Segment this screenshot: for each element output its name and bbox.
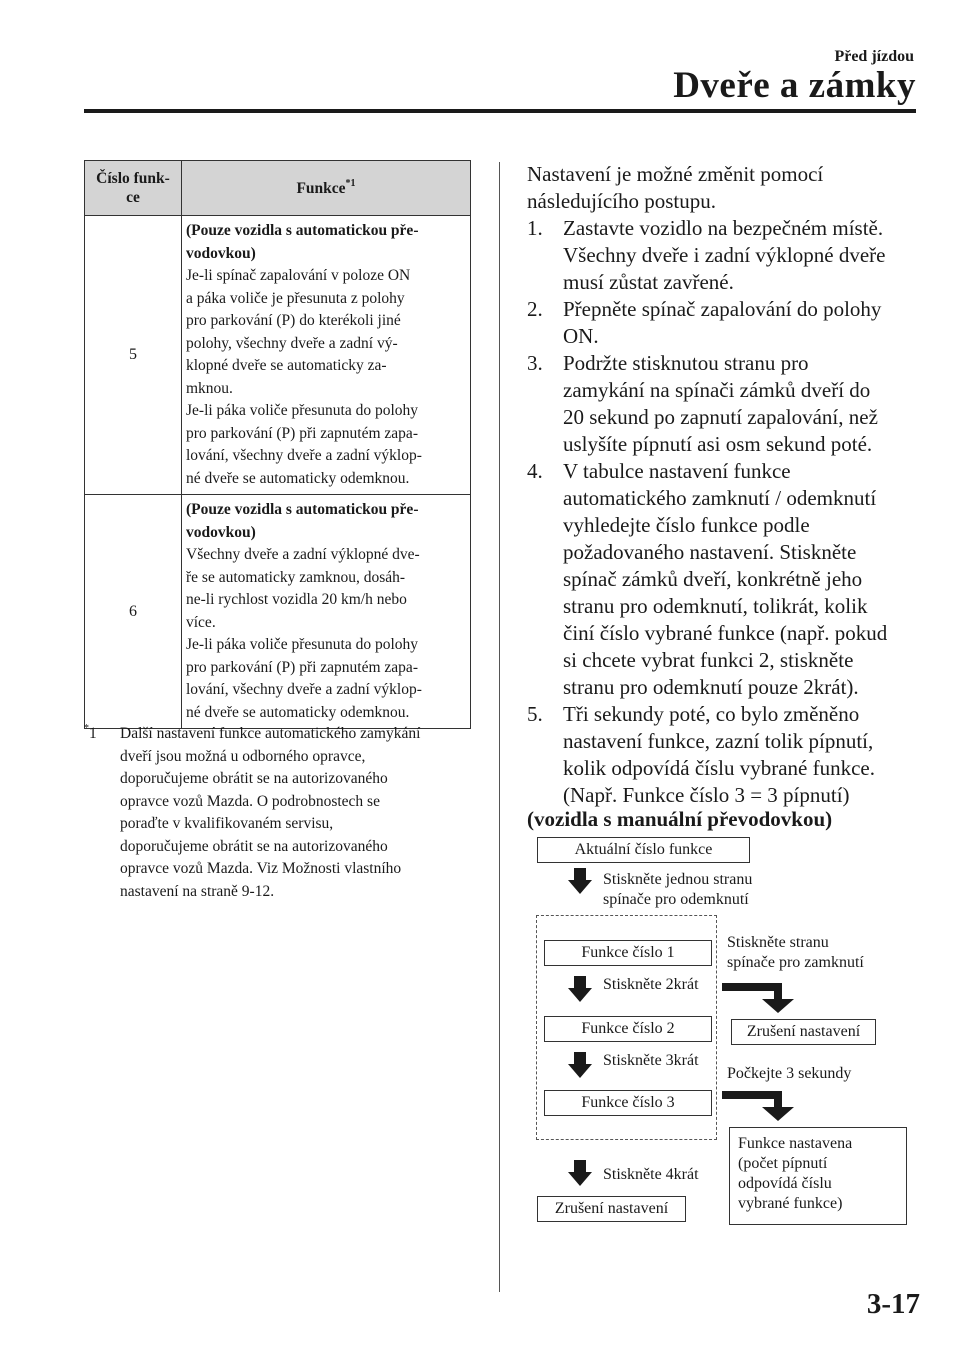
press-once-line: Stiskněte jednou stranu (603, 871, 753, 888)
section-label: Před jízdou (834, 48, 914, 65)
description-line: lování, všechny dveře a zadní výklop- (186, 681, 422, 698)
bent-arrow-icon (722, 1087, 802, 1123)
footnote-line: opravce vozů Mazda. Viz Možnosti vlastního (120, 860, 402, 877)
step-number: 4. (527, 459, 543, 483)
footnote-text (120, 723, 474, 903)
function-header-label: Funkce (296, 179, 346, 197)
step-line: kolik odpovídá číslu vybrané funkce. (563, 756, 876, 780)
step-line: V tabulce nastavení funkce (563, 459, 791, 483)
step-line: nastavení funkce, zazní tolik pípnutí, (563, 729, 874, 753)
intro-line: Nastavení je možné změnit pomocí (527, 162, 824, 186)
description-line: a páka voliče je přesunuta z polohy (186, 289, 405, 307)
down-arrow-icon (566, 1052, 600, 1080)
step-text (563, 350, 878, 458)
footnote-line: opravce vozů Mazda. O podrobnostech se (120, 792, 380, 810)
function-3-box: Funkce číslo 3 (544, 1090, 712, 1116)
step-line: spínač zámků dveří, konkrétně jeho (563, 567, 863, 591)
description-title: (Pouze vozidla s automatickou pře- (186, 501, 419, 518)
description-line: né dveře se automaticky odemknou. (186, 703, 410, 721)
header-rule (84, 109, 916, 113)
press-once-label (603, 870, 752, 910)
footnote-mark (84, 723, 97, 746)
step-line: zamykání na spínači zámků dveří do (563, 378, 871, 402)
description-line: ře se automaticky zamknou, dosáh- (186, 568, 406, 586)
function-number: 5 (85, 216, 182, 495)
function-1-box: Funkce číslo 1 (544, 940, 712, 966)
step-line: si chcete vybrat funkci 2, stiskněte (563, 648, 854, 672)
result-line: (počet pípnutí (738, 1155, 828, 1172)
function-table (84, 160, 471, 729)
steps-list (527, 215, 927, 805)
step-line: automatického zamknutí / odemknutí (563, 486, 877, 510)
step-number: 1. (527, 216, 543, 240)
step-line: vyhledejte číslo funkce podle (563, 513, 810, 537)
table-header-function (182, 161, 471, 216)
manual-heading: (vozidla s manuální převodovkou) (527, 807, 833, 831)
step-number: 5. (527, 702, 543, 726)
footnote-line: poraďte v kvalifikovaném servisu, (120, 815, 334, 832)
intro-text (527, 161, 917, 215)
footnote-line: doporučujeme obrátit se na autorizovaného (120, 770, 388, 787)
press-2x-label: Stiskněte 2krát (603, 976, 699, 993)
press-4x-label: Stiskněte 4krát (603, 1166, 699, 1183)
footnote-line: doporučujeme obrátit se na autorizovaného (120, 837, 388, 855)
description-title: vodovkou) (186, 244, 256, 262)
step-text (563, 215, 885, 296)
number-header-line: Číslo funk- (96, 170, 170, 187)
step-line: Podržte stisknutou stranu pro (563, 351, 809, 375)
step-line: 20 sekund po zapnutí zapalování, než (563, 405, 878, 429)
description-line: lování, všechny dveře a zadní výklop- (186, 447, 422, 464)
down-arrow-icon (566, 976, 600, 1004)
description-line: ne-li rychlost vozidla 20 km/h nebo (186, 591, 407, 608)
bent-arrow-icon (722, 979, 802, 1015)
description-line: mknou. (186, 379, 233, 397)
step-line: musí zůstat zavřené. (563, 270, 734, 294)
description-line: pro parkování (P) do kterékoli jiné (186, 312, 401, 329)
footnote-line: Další nastavení funkce automatického zamykání (120, 725, 421, 742)
footnote-line: nastavení na straně 9-12. (120, 882, 275, 900)
function-number: 6 (85, 495, 182, 729)
description-line: pro parkování (P) při zapnutém zapa- (186, 424, 418, 442)
column-divider (499, 162, 500, 1292)
result-line: Funkce nastavena (738, 1135, 853, 1152)
description-title: vodovkou) (186, 523, 256, 541)
step-number: 3. (527, 351, 543, 375)
step-text (563, 458, 887, 701)
function-header-sup: *1 (345, 177, 356, 189)
current-function-box: Aktuální číslo funkce (537, 837, 750, 863)
intro-line: následujícího postupu. (527, 189, 716, 213)
press-lock-line: Stiskněte stranu (727, 934, 829, 951)
cancel-box-right: Zrušení nastavení (731, 1019, 876, 1045)
step-line: uslyšíte pípnutí asi osm sekund poté. (563, 432, 873, 456)
number-header-line: ce (126, 189, 140, 206)
function-set-box (729, 1127, 907, 1225)
function-description (182, 495, 471, 729)
function-description (182, 216, 471, 495)
step-line: požadovaného nastavení. Stiskněte (563, 540, 857, 564)
step-line: Přepněte spínač zapalování do polohy (563, 297, 882, 321)
step-line: Všechny dveře i zadní výklopné dveře (563, 243, 886, 267)
description-title: (Pouze vozidla s automatickou pře- (186, 222, 419, 239)
step-line: ON. (563, 324, 599, 348)
result-line: vybrané funkce) (738, 1195, 843, 1212)
table-header-number (85, 161, 182, 216)
description-line: více. (186, 613, 216, 631)
press-3x-label: Stiskněte 3krát (603, 1052, 699, 1069)
description-line: Všechny dveře a zadní výklopné dve- (186, 546, 420, 563)
function-2-box: Funkce číslo 2 (544, 1016, 712, 1042)
description-line: Je-li spínač zapalování v poloze ON (186, 267, 411, 284)
cancel-box-bottom: Zrušení nastavení (537, 1196, 686, 1222)
step-line: (Např. Funkce číslo 3 = 3 pípnutí) (563, 783, 850, 807)
table-row (85, 216, 471, 495)
step-text (563, 701, 875, 809)
description-line: né dveře se automaticky odemknou. (186, 469, 410, 487)
down-arrow-icon (566, 1160, 600, 1188)
press-once-line: spínače pro odemknutí (603, 891, 749, 908)
step-line: Tři sekundy poté, co bylo změněno (563, 702, 860, 726)
footnote-number: 1 (89, 725, 97, 742)
down-arrow-icon (566, 868, 600, 896)
press-lock-label (727, 933, 864, 973)
footnote-line: dveří jsou možná u odborného opravce, (120, 747, 366, 765)
footnote-star: * (84, 723, 89, 734)
description-line: Je-li páka voliče přesunuta do polohy (186, 636, 419, 653)
step-text (563, 296, 881, 350)
step-line: stranu pro odemknutí, tolikrát, kolik (563, 594, 868, 618)
step-line: činí číslo vybrané funkce (např. pokud (563, 621, 888, 645)
table-row (85, 495, 471, 729)
result-line: odpovídá číslu (738, 1175, 832, 1192)
description-line: Je-li páka voliče přesunuta do polohy (186, 402, 419, 419)
step-line: stranu pro odemknutí pouze 2krát). (563, 675, 859, 699)
step-line: Zastavte vozidlo na bezpečném místě. (563, 216, 884, 240)
wait-label: Počkejte 3 sekundy (727, 1065, 852, 1082)
description-line: polohy, všechny dveře a zadní vý- (186, 334, 398, 352)
page-number: 3-17 (866, 1288, 920, 1320)
step-number: 2. (527, 297, 543, 321)
description-line: pro parkování (P) při zapnutém zapa- (186, 658, 418, 676)
page-title: Dveře a zámky (673, 65, 916, 106)
description-line: klopné dveře se automaticky za- (186, 357, 387, 374)
press-lock-line: spínače pro zamknutí (727, 954, 864, 971)
